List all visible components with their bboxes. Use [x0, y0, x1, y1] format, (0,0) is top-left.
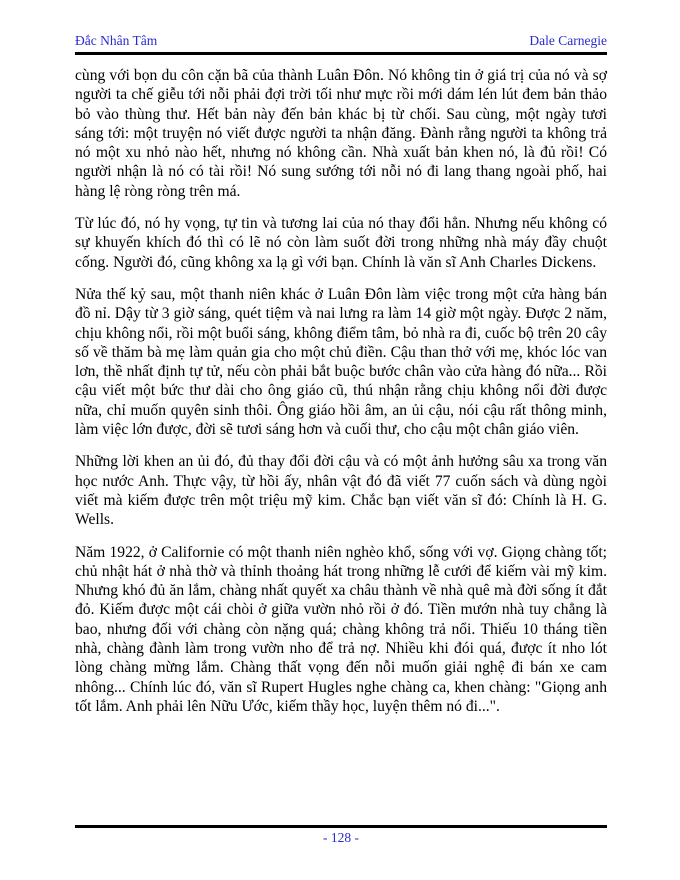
paragraph: Từ lúc đó, nó hy vọng, tự tin và tương lai của nó thay đổi hẳn. Nhưng nếu không có sự khuyến khích đó thì có lẽ nó còn làm suốt đời trong những nhà máy đầy chuột cống. Người đó, cũng không xa lạ gì với bạn. Chính là văn sĩ Anh Charles Dickens.	[75, 215, 607, 271]
paragraph: Nửa thế kỷ sau, một thanh niên khác ở Luân Đôn làm việc trong một cửa hàng bán đồ nỉ. Dậy từ 3 giờ sáng, quét tiệm và nai lưng ra làm 14 giờ một ngày. Được 2 năm, chịu không nổi, rồi một buổi sáng, không điểm tâm, bỏ nhà ra đi, cuốc bộ trên 20 cây số về thăm bà mẹ làm quản gia cho một chủ điền. Cậu than thở với mẹ, khóc lóc van lơn, thề nhất định tự tử, nếu còn phải bắt buộc bước chân vào cửa hàng đó nữa... Rồi cậu viết một bức thư dài cho ông giáo cũ, thú nhận rằng chịu không nổi đời được nữa, chỉ muốn quyên sinh thôi. Ông giáo hồi âm, an ủi cậu, nói cậu rất thông minh, làm việc lớn được, đời sẽ tươi sáng hơn và cuối thư, cho cậu một chân giáo viên.	[75, 285, 607, 439]
page-container	[75, 0, 607, 880]
paragraph: cùng với bọn du côn cặn bã của thành Luân Đôn. Nó không tin ở giá trị của nó và sợ người ta chế giễu tới nỗi phải đợi trời tối như mực rồi mới dám lén lút đem bản thảo bỏ vào thùng thư. Hết bản này đến bản khác bị từ chối. Sau cùng, một ngày tươi sáng tới: một truyện nó viết được người ta nhận đăng. Đành rằng người ta không trả nó một xu nhỏ nào hết, nhưng nó không cần. Nhà xuất bản khen nó, là đủ rồi! Có người nhận là nó có tài rồi! Nó sung sướng tới nỗi nó đi lang thang ngoài phố, hai hàng lệ ròng ròng trên má.	[75, 67, 607, 200]
page-footer	[75, 825, 607, 846]
paragraph: Những lời khen an ủi đó, đủ thay đổi đời cậu và có một ảnh hưởng sâu xa trong văn học nước Anh. Thực vậy, từ hồi ấy, nhân vật đó đã viết 77 cuốn sách và dùng ngòi viết mà kiếm được trên một triệu mỹ kim. Chắc bạn viết văn sĩ đó: Chính là H. G. Wells.	[75, 453, 607, 529]
page-number: - 128 -	[323, 830, 359, 845]
header-author: Dale Carnegie	[529, 33, 607, 48]
document-body	[75, 66, 607, 729]
header-book-title: Đắc Nhân Tâm	[75, 33, 158, 48]
page-header	[75, 33, 607, 55]
paragraph: Năm 1922, ở Californie có một thanh niên nghèo khổ, sống với vợ. Giọng chàng tốt; chủ nhật hát ở nhà thờ và thỉnh thoảng hát trong những lễ cưới để kiếm vài mỹ kim. Nhưng khó đủ ăn lắm, chàng nhất quyết xa châu thành về nhà quê mà đời sống ít đắt đỏ. Kiếm được một cái chòi ở giữa vườn nhỏ rồi ở đó. Tiền mướn nhà tuy chẳng là bao, nhưng đối với chàng còn nặng quá; chàng không trả nổi. Thiếu 10 tháng tiền nhà, chàng đành làm trong vườn nho để trả nợ. Nhiều khi đói quá, được ít nho lót lòng chàng mừng lắm. Chàng thất vọng đến nỗi muốn giải nghệ đi bán xe cam nhông... Chính lúc đó, văn sĩ Rupert Hugles nghe chàng ca, khen chàng: "Giọng anh tốt lắm. Anh phải lên Nữu Ước, kiếm thầy học, luyện thêm nó đi...".	[75, 543, 607, 715]
